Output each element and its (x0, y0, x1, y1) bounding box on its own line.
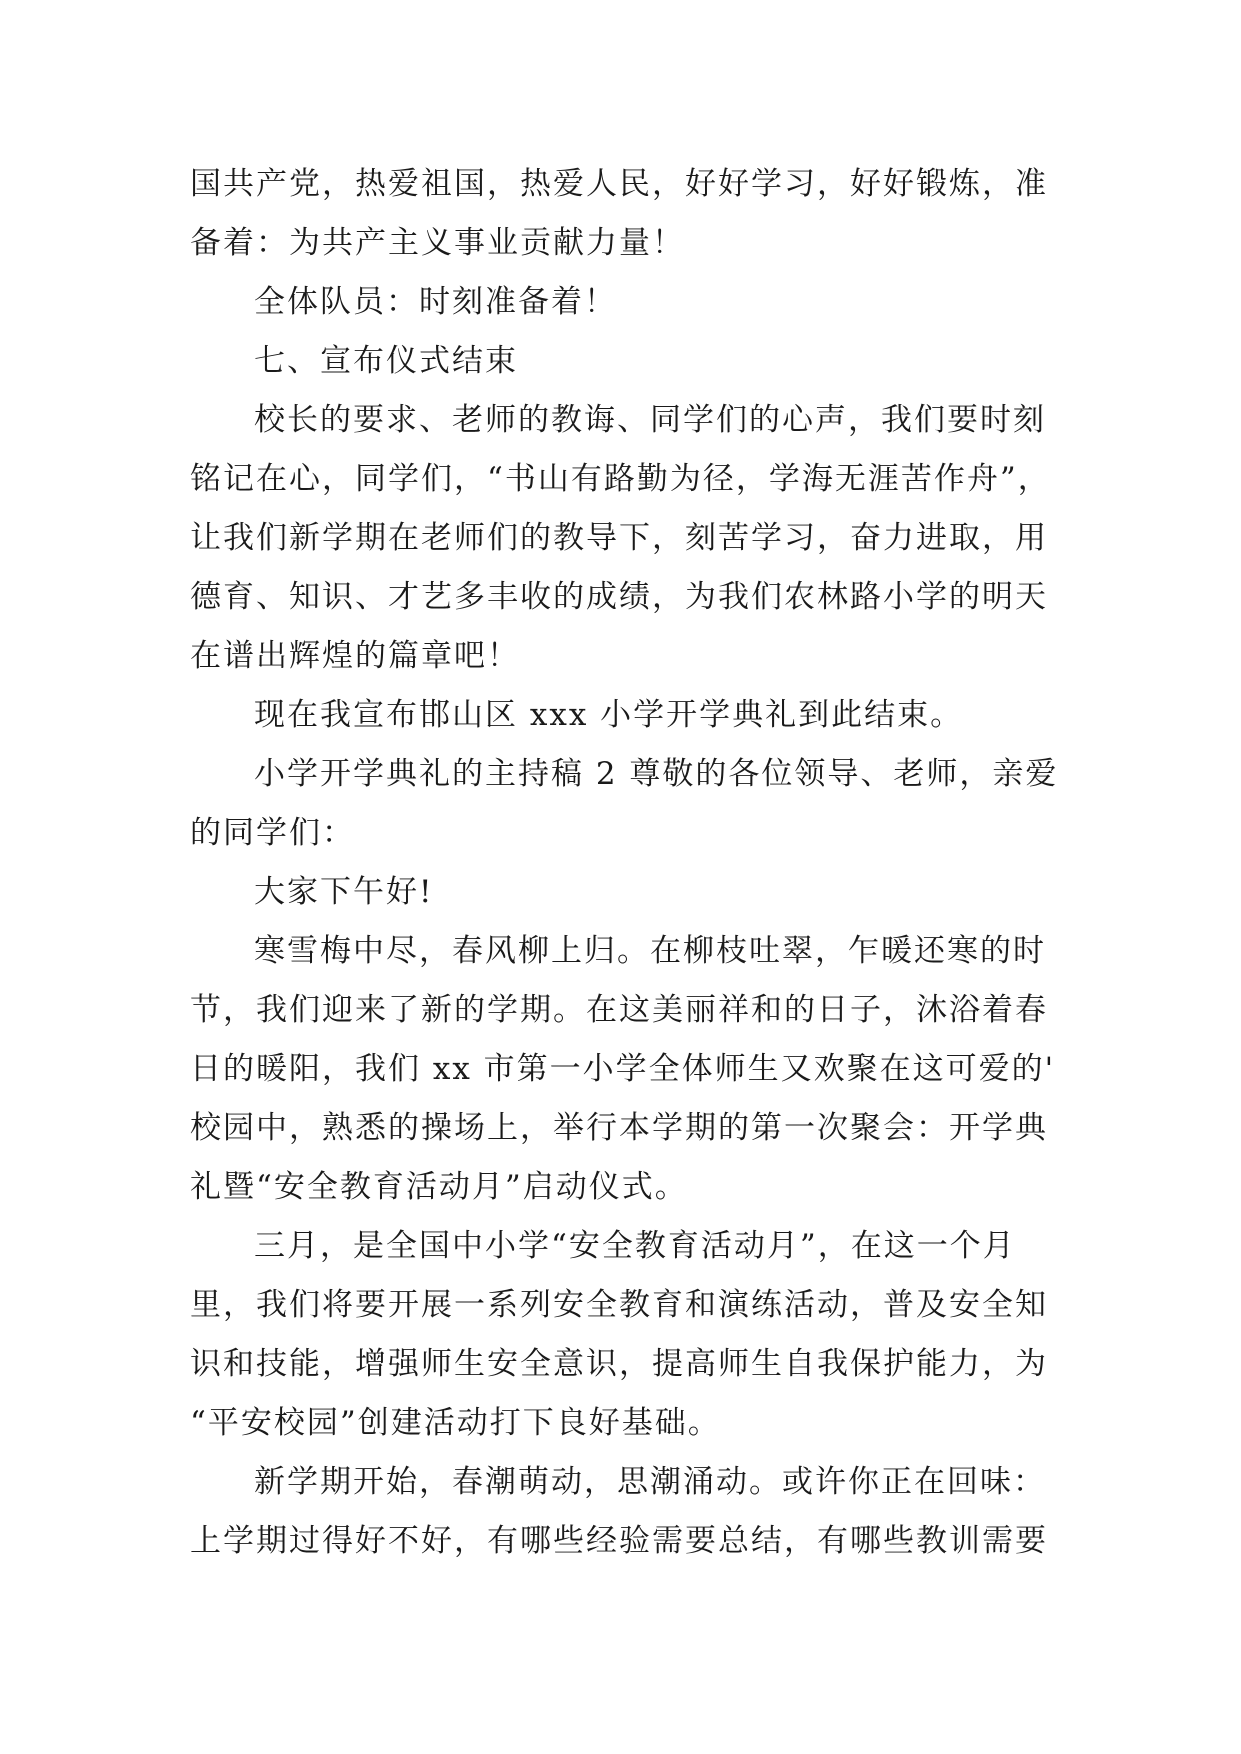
text-line: 节，我们迎来了新的学期。在这美丽祥和的日子，沐浴着春 (190, 992, 1048, 1028)
text-line: 上学期过得好不好，有哪些经验需要总结，有哪些教训需要 (190, 1523, 1048, 1559)
text-line: 小学开学典礼的主持稿 2 尊敬的各位领导、老师，亲爱 (254, 756, 1059, 792)
text-line: “平安校园”创建活动打下良好基础。 (190, 1405, 721, 1441)
document-body (190, 155, 1060, 1571)
text-line: 校园中，熟悉的操场上，举行本学期的第一次聚会：开学典 (190, 1110, 1048, 1146)
text-line: 德育、知识、才艺多丰收的成绩，为我们农林路小学的明天 (190, 579, 1048, 615)
text-line: 礼暨“安全教育活动月”启动仪式。 (190, 1169, 688, 1205)
text-line: 新学期开始，春潮萌动，思潮涌动。或许你正在回味： (254, 1464, 1046, 1500)
text-line: 国共产党，热爱祖国，热爱人民，好好学习，好好锻炼，准 (190, 166, 1048, 202)
text-line: 在谱出辉煌的篇章吧！ (190, 638, 520, 674)
text-line: 的同学们： (190, 815, 355, 851)
text-line: 全体队员：时刻准备着！ (254, 284, 617, 320)
text-line: 现在我宣布邯山区 xxx 小学开学典礼到此结束。 (254, 697, 964, 733)
text-line: 识和技能，增强师生安全意识，提高师生自我保护能力，为 (190, 1346, 1048, 1382)
text-line: 备着：为共产主义事业贡献力量！ (190, 225, 685, 261)
text-line: 校长的要求、老师的教诲、同学们的心声，我们要时刻 (254, 402, 1046, 438)
text-line: 日的暖阳，我们 xx 市第一小学全体师生又欢聚在这可爱的' (190, 1051, 1056, 1087)
text-line: 让我们新学期在老师们的教导下，刻苦学习，奋力进取，用 (190, 520, 1048, 556)
text-line: 三月，是全国中小学“安全教育活动月”，在这一个月 (254, 1228, 1016, 1264)
text-line: 寒雪梅中尽，春风柳上归。在柳枝吐翠，乍暖还寒的时 (254, 933, 1046, 969)
text-line: 铭记在心，同学们，“书山有路勤为径，学海无涯苦作舟”， (190, 461, 1051, 497)
text-line: 里，我们将要开展一系列安全教育和演练活动，普及安全知 (190, 1287, 1048, 1323)
text-line: 大家下午好! (254, 874, 434, 910)
text-line: 七、宣布仪式结束 (254, 343, 518, 379)
